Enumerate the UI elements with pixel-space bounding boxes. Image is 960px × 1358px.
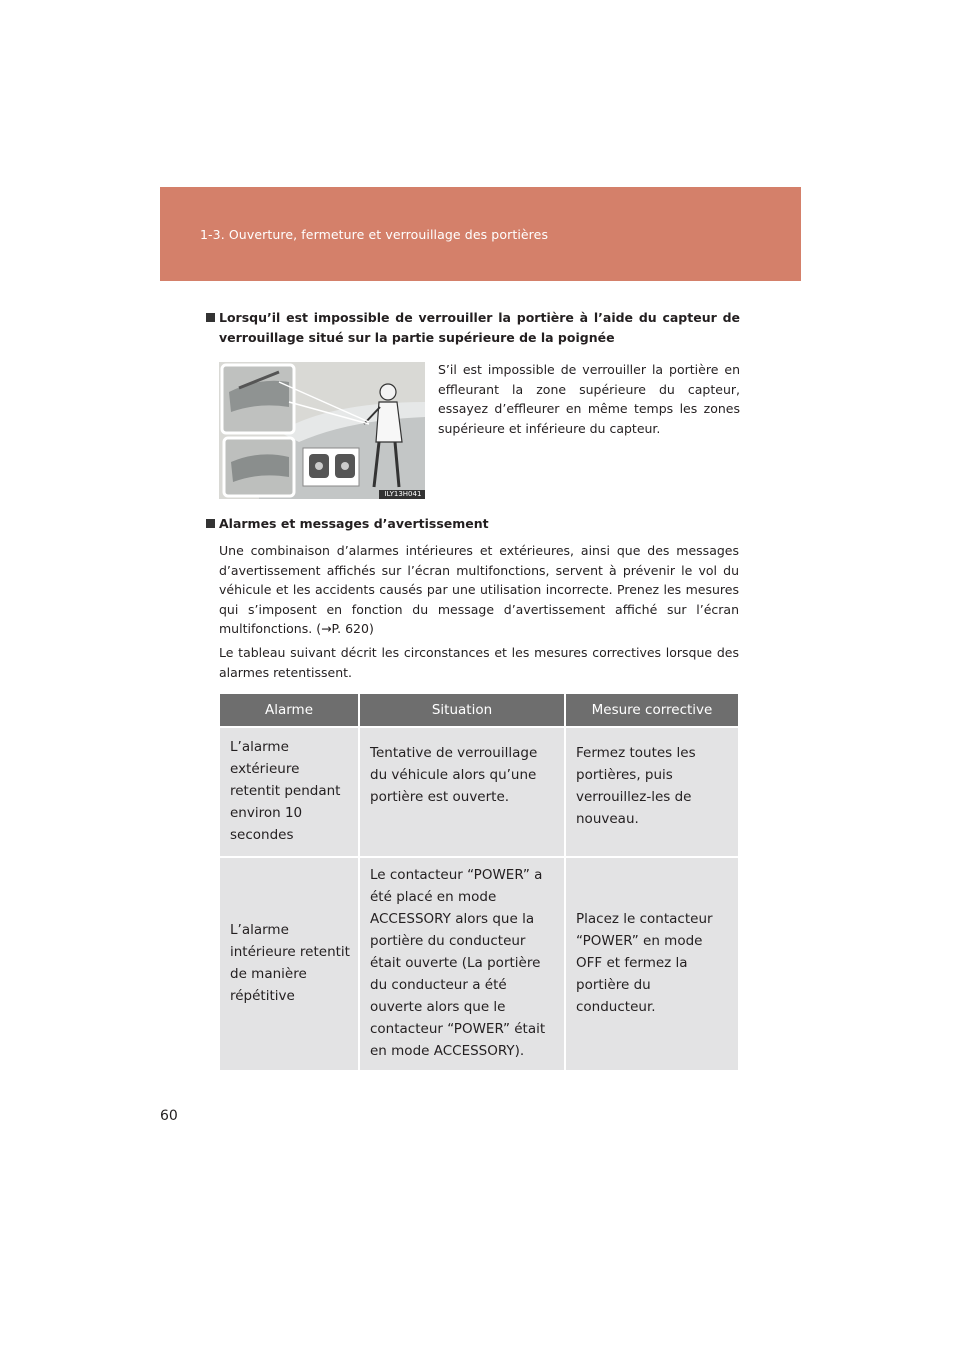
table-row <box>220 727 738 857</box>
figure-caption: S’il est impossible de verrouiller la portière en effleurant la zone supérieure du capteur, essayez d’effleurer en même temps les zones supérieure et inférieure du capteur. <box>438 362 740 436</box>
column-header-action: Mesure corrective <box>565 694 738 727</box>
door-handle-illustration <box>219 362 425 499</box>
cell-action: Fermez toutes les portières, puis verrouillez-les de nouveau. <box>565 727 738 857</box>
table-header-row <box>220 694 738 727</box>
alarms-table <box>220 694 738 1070</box>
chapter-section-title: 1-3. Ouverture, fermeture et verrouillage des portières <box>200 227 549 242</box>
section-alarms <box>206 514 740 534</box>
cell-alarm: L’alarme extérieure retentit pendant environ 10 secondes <box>220 727 359 857</box>
cell-action: Placez le contacteur “POWER” en mode OFF et fermez la portière du conducteur. <box>565 857 738 1070</box>
table-row <box>220 857 738 1070</box>
square-bullet-icon <box>206 313 215 322</box>
page-number: 60 <box>160 1108 178 1124</box>
section-alarms-title: Alarmes et messages d’avertissement <box>206 514 740 534</box>
alarms-paragraph-1: Une combinaison d’alarmes intérieures et extérieures, ainsi que des messages d’avertissement affichés sur l’écran multifonctions, servent à prévenir le vol du véhicule et les accidents causés par une utilisation incorrecte. Prenez les mesures qui s’imposent en fonction du message d’avertissement affiché sur l’écran multifonctions. (→P. 620) <box>219 543 739 636</box>
section-lock-sensor <box>206 308 740 348</box>
square-bullet-icon <box>206 519 215 528</box>
section-lock-sensor-title: Lorsqu’il est impossible de verrouiller la portière à l’aide du capteur de verrouillage situé sur la partie supérieure de la poignée <box>206 308 740 348</box>
column-header-alarm: Alarme <box>220 694 359 727</box>
cell-alarm: L’alarme intérieure retentit de manière répétitive <box>220 857 359 1070</box>
column-header-situation: Situation <box>359 694 565 727</box>
cell-situation: Le contacteur “POWER” a été placé en mode ACCESSORY alors que la portière du conducteur était ouverte (La portière du conducteur a été ouverte alors que le contacteur “POWER” était en mode ACCESSORY). <box>359 857 565 1070</box>
alarms-paragraph-2: Le tableau suivant décrit les circonstances et les mesures correctives lorsque des alarmes retentissent. <box>219 645 739 680</box>
cell-situation: Tentative de verrouillage du véhicule alors qu’une portière est ouverte. <box>359 727 565 857</box>
figure-code-label: ILY13H041 <box>384 490 422 498</box>
